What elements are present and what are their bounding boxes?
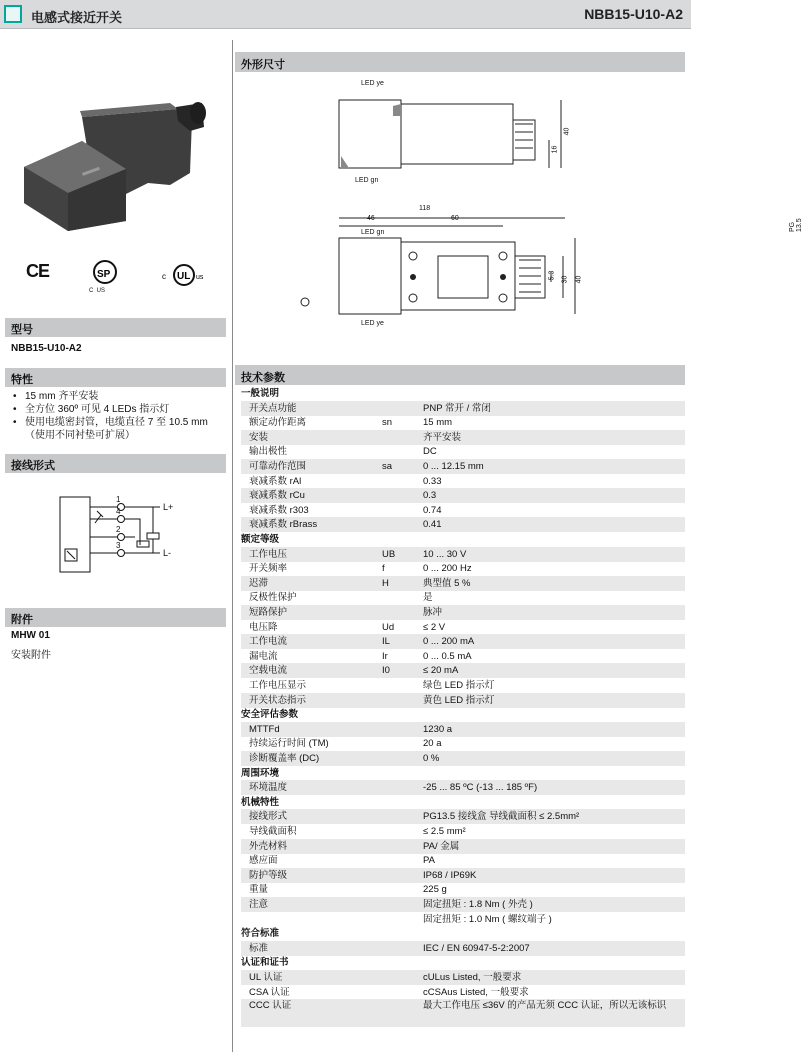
dim-30: 30 <box>561 275 569 284</box>
page-title: 电感式接近开关 <box>31 10 123 25</box>
spec-value: ≤ 2.5 mm² <box>423 826 466 837</box>
accessories-heading: 附件 <box>5 608 226 627</box>
spec-label: 注意 <box>249 899 269 910</box>
led-ye-label-2: LED ye <box>361 320 384 327</box>
spec-label: 开关状态指示 <box>249 694 307 706</box>
spec-label: UL 认证 <box>249 972 283 983</box>
spec-row <box>241 634 685 649</box>
spec-row <box>241 620 685 635</box>
spec-label: CSA 认证 <box>249 986 290 998</box>
dim-16: 16 <box>551 145 559 154</box>
spec-label: 额定等级 <box>241 534 280 545</box>
spec-label: 漏电流 <box>249 650 278 662</box>
spec-label: 衰减系数 rAl <box>249 475 302 487</box>
spec-value: 20 a <box>423 738 442 750</box>
lminus-label: L- <box>163 548 172 558</box>
spec-label: 符合标准 <box>241 928 280 940</box>
spec-symbol: IL <box>382 636 390 648</box>
spec-value: 0 % <box>423 753 440 764</box>
spec-value: 是 <box>423 592 433 604</box>
feature-item: • 使用电缆密封管，电缆直径 7 至 10.5 mm（使用不同衬垫可扩展） <box>13 417 208 441</box>
dim-46: 46 <box>367 215 375 222</box>
spec-label: 重量 <box>249 884 269 896</box>
spec-value: 绿色 LED 指示灯 <box>423 680 495 691</box>
spec-value: 齐平安装 <box>423 431 462 443</box>
product-photo <box>20 69 210 234</box>
spec-row <box>241 882 685 897</box>
spec-row <box>241 678 685 693</box>
csa-logo-caption: C US <box>89 288 106 294</box>
spec-label: 开关频率 <box>249 563 288 575</box>
spec-row <box>241 693 685 708</box>
spec-value: ≤ 2 V <box>423 621 446 633</box>
right-column <box>233 0 803 1052</box>
spec-value: 1230 a <box>423 723 453 735</box>
pin-4-label: 4 <box>116 507 121 516</box>
lplus-label: L+ <box>163 502 174 512</box>
spec-label: 迟滞 <box>249 577 269 589</box>
spec-row <box>241 561 685 576</box>
spec-symbol: I0 <box>382 665 390 677</box>
features-heading: 特性 <box>5 368 226 387</box>
spec-row <box>241 868 685 883</box>
pin-1-label: 1 <box>116 495 121 504</box>
left-column <box>0 29 228 1052</box>
spec-label: 一般说明 <box>241 388 280 399</box>
spec-row <box>241 780 685 795</box>
spec-value: 225 g <box>423 884 447 896</box>
spec-row <box>241 488 685 503</box>
spec-value: 0.3 <box>423 490 437 502</box>
spec-label: 接线形式 <box>249 811 288 823</box>
specs-heading: 技术参数 <box>235 365 685 385</box>
spec-label: 工作电流 <box>249 636 288 648</box>
pin-3-label: 3 <box>116 541 121 550</box>
spec-value: PA/ 金属 <box>423 840 460 852</box>
spec-symbol: H <box>382 577 389 589</box>
spec-value: 0 ... 200 mA <box>423 636 475 648</box>
spec-row <box>241 941 685 956</box>
spec-label: 可靠动作范围 <box>249 461 307 472</box>
led-gn-label-2: LED gn <box>361 229 385 236</box>
spec-value: 黄色 LED 指示灯 <box>423 694 495 706</box>
spec-label: 工作电压 <box>249 548 288 560</box>
wiring-diagram <box>55 489 195 579</box>
spec-label: 衰减系数 rCu <box>249 490 305 502</box>
spec-row <box>241 401 685 416</box>
spec-value: PNP 常开 / 常闭 <box>423 402 491 414</box>
spec-value: 0 ... 12.15 mm <box>423 461 484 472</box>
dim-5-3: 5.3 <box>548 270 556 281</box>
spec-row <box>241 415 685 430</box>
spec-row <box>241 999 685 1027</box>
spec-label: 衰减系数 r303 <box>249 504 309 516</box>
spec-value: 0 ... 0.5 mA <box>423 650 472 662</box>
spec-row <box>241 824 685 839</box>
dim-40-top: 40 <box>575 275 583 284</box>
spec-row <box>241 430 685 445</box>
spec-label: 空载电流 <box>249 665 288 677</box>
spec-row <box>241 517 685 532</box>
spec-value: 0.33 <box>423 475 442 487</box>
spec-group-heading <box>241 926 685 941</box>
spec-value: 15 mm <box>423 417 453 429</box>
spec-group-heading <box>241 386 685 401</box>
spec-value: 0.74 <box>423 504 442 516</box>
spec-value: DC <box>423 446 437 458</box>
spec-value: IEC / EN 60947-5-2:2007 <box>423 942 530 954</box>
spec-value: 10 ... 30 V <box>423 548 467 560</box>
spec-label: 额定动作距离 <box>249 417 307 429</box>
spec-label: 短路保护 <box>249 607 288 618</box>
spec-symbol: sa <box>382 461 393 472</box>
spec-symbol: UB <box>382 548 396 560</box>
accessory-name: MHW 01 <box>11 630 50 641</box>
spec-label: 输出极性 <box>249 446 288 458</box>
svg-text:UL: UL <box>177 271 191 282</box>
spec-value: 0.41 <box>423 519 442 531</box>
spec-symbol: Ir <box>382 650 388 662</box>
spec-label: 安全评估参数 <box>241 709 299 721</box>
feature-item: • 15 mm 齐平安装 <box>13 391 99 402</box>
spec-value: -25 ... 85 ºC (-13 ... 185 ºF) <box>423 782 538 794</box>
spec-row <box>241 649 685 664</box>
spec-label: 外壳材料 <box>249 840 288 852</box>
brand-square-icon <box>4 5 22 23</box>
spec-row <box>241 605 685 620</box>
spec-value: cCSAus Listed, 一般要求 <box>423 986 529 998</box>
dimension-drawing <box>293 76 653 346</box>
dim-118: 118 <box>419 205 431 212</box>
spec-label: 电压降 <box>249 621 278 633</box>
spec-row <box>241 590 685 605</box>
spec-symbol: sn <box>382 417 393 429</box>
spec-row <box>241 853 685 868</box>
spec-label: 感应面 <box>249 855 278 867</box>
feature-item: • 全方位 360º 可见 4 LEDs 指示灯 <box>13 404 170 415</box>
spec-value: ≤ 20 mA <box>423 665 459 677</box>
spec-row <box>241 663 685 678</box>
spec-group-heading <box>241 795 685 810</box>
led-gn-label-1: LED gn <box>355 177 379 184</box>
features-list <box>11 390 223 442</box>
spec-symbol: Ud <box>382 621 395 633</box>
spec-label: 衰减系数 rBrass <box>249 519 318 531</box>
svg-text:SP: SP <box>97 269 111 280</box>
model-number: NBB15-U10-A2 <box>584 6 683 22</box>
led-ye-label-1: LED ye <box>361 80 384 87</box>
spec-value: 固定扭矩 : 1.0 Nm ( 螺纹端子 ) <box>423 913 552 925</box>
spec-value: 0 ... 200 Hz <box>423 563 472 575</box>
spec-row <box>241 547 685 562</box>
spec-row <box>241 897 685 912</box>
spec-row <box>241 736 685 751</box>
spec-label: 标准 <box>249 942 269 954</box>
spec-label: 防护等级 <box>249 869 288 881</box>
dim-pg: PG 13.5 <box>789 218 803 232</box>
spec-value: 固定扭矩 : 1.8 Nm ( 外壳 ) <box>423 899 533 910</box>
spec-label: 机械特性 <box>241 796 280 808</box>
spec-row <box>241 912 685 927</box>
dim-60: 60 <box>451 215 459 222</box>
spec-value: 最大工作电压 ≤36V 的产品无须 CCC 认证，所以无该标识 <box>423 1000 667 1012</box>
spec-value: cULus Listed, 一般要求 <box>423 972 522 983</box>
spec-label: MTTFd <box>249 723 280 735</box>
model-value: NBB15-U10-A2 <box>11 343 82 354</box>
ul-logo-icon <box>160 262 210 288</box>
model-heading: 型号 <box>5 318 226 337</box>
spec-value: PA <box>423 855 435 867</box>
spec-row <box>241 474 685 489</box>
spec-row <box>241 970 685 985</box>
accessory-desc: 安装附件 <box>11 650 51 661</box>
spec-group-heading <box>241 707 685 722</box>
spec-row <box>241 576 685 591</box>
spec-label: 周围环境 <box>241 767 280 779</box>
spec-label: 诊断覆盖率 (DC) <box>249 753 320 764</box>
svg-text:us: us <box>196 274 204 281</box>
spec-row <box>241 809 685 824</box>
spec-group-heading <box>241 766 685 781</box>
spec-row <box>241 985 685 1000</box>
spec-label: 开关点功能 <box>249 402 297 414</box>
spec-label: 认证和证书 <box>241 957 289 969</box>
spec-label: CCC 认证 <box>249 1000 292 1012</box>
pin-2-label: 2 <box>116 525 121 534</box>
spec-label: 环境温度 <box>249 782 288 794</box>
spec-row <box>241 751 685 766</box>
spec-label: 导线截面积 <box>249 826 297 837</box>
spec-value: 典型值 5 % <box>423 577 471 589</box>
spec-group-heading <box>241 955 685 970</box>
spec-row <box>241 839 685 854</box>
spec-row <box>241 503 685 518</box>
spec-label: 持续运行时间 (TM) <box>249 738 329 750</box>
spec-row <box>241 444 685 459</box>
wiring-heading: 接线形式 <box>5 454 226 473</box>
spec-row <box>241 722 685 737</box>
spec-label: 工作电压显示 <box>249 680 307 691</box>
dim-40-side: 40 <box>563 127 571 136</box>
svg-text:c: c <box>162 272 166 281</box>
spec-label: 安装 <box>249 431 269 443</box>
spec-value: 脉冲 <box>423 607 443 618</box>
spec-value: PG13.5 接线盒 导线截面积 ≤ 2.5mm² <box>423 811 580 823</box>
csa-logo-icon <box>86 259 128 289</box>
spec-symbol: f <box>382 563 385 575</box>
dimensions-heading: 外形尺寸 <box>235 52 685 72</box>
spec-label: 反极性保护 <box>249 592 297 604</box>
ce-mark: CE <box>26 261 50 281</box>
spec-value: IP68 / IP69K <box>423 869 477 881</box>
spec-group-heading <box>241 532 685 547</box>
spec-row <box>241 459 685 474</box>
